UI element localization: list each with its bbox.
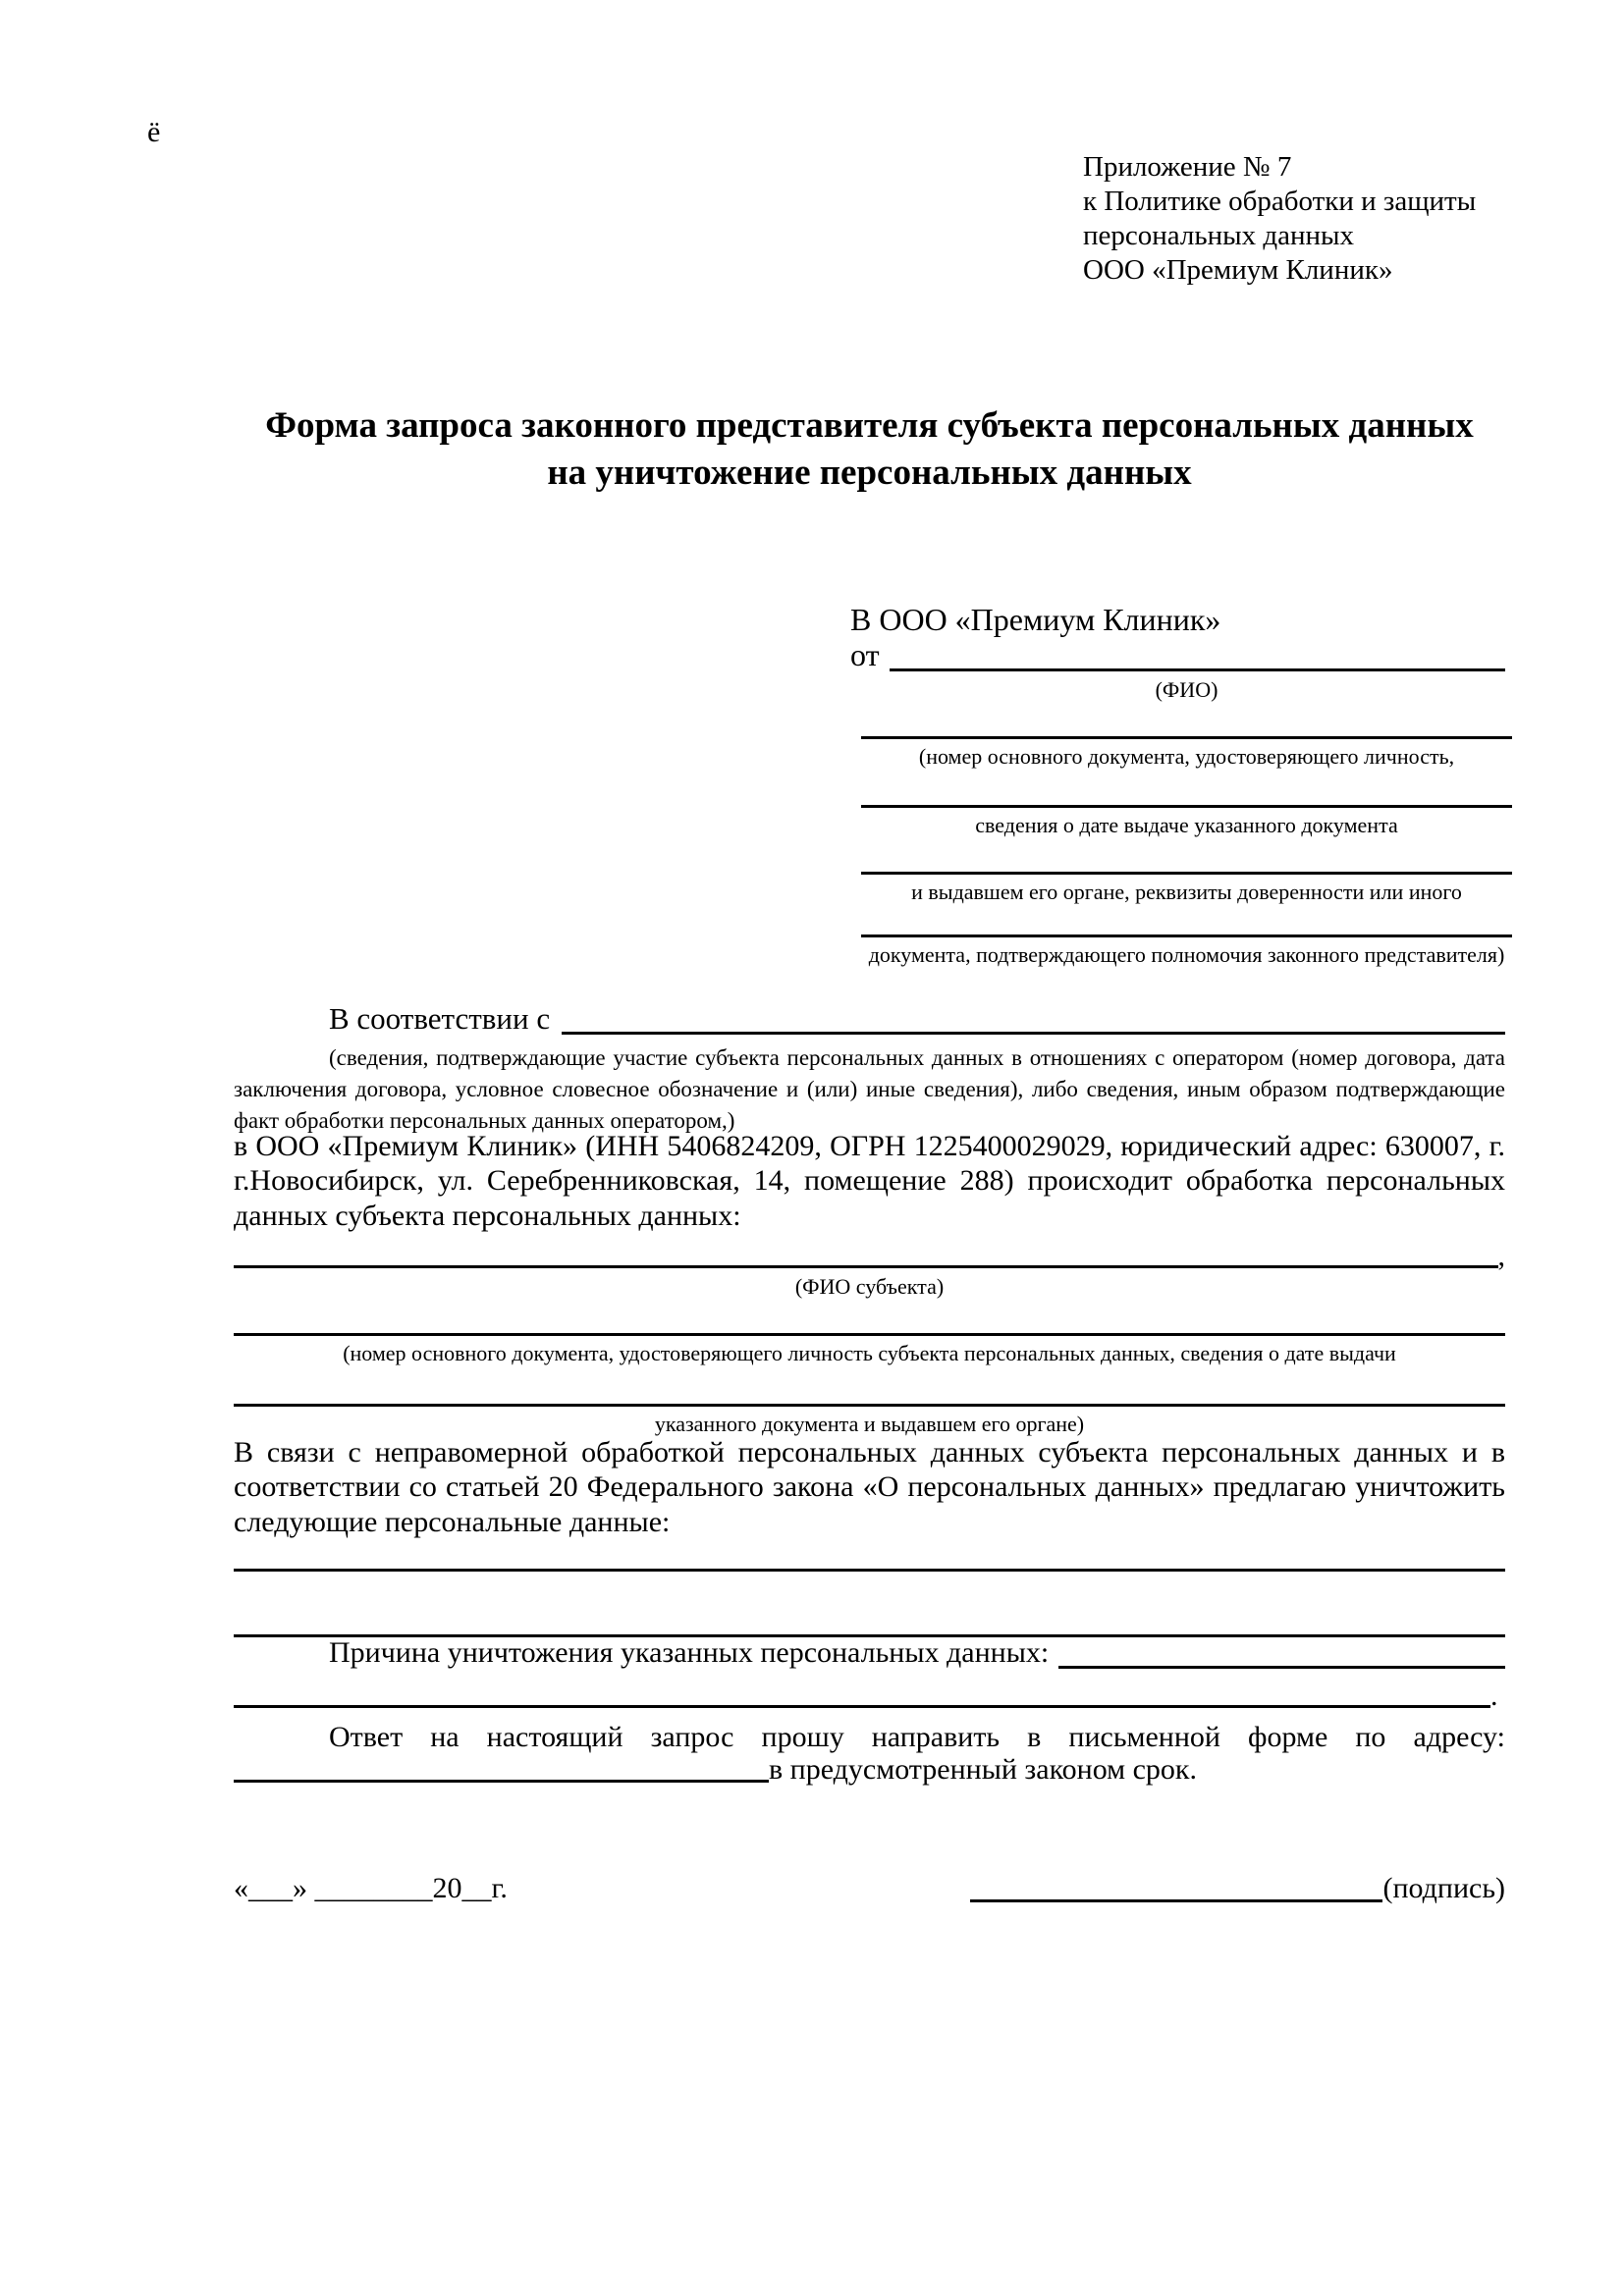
subject-fio-row: [234, 1237, 1505, 1272]
unlawful-paragraph: В связи с неправомерной обработкой персональных данных субъекта персональных данных и в соответствии со статьей 20 Федерального закона «О персональных данных» предлагаю уничтожить следующие персональные данные:: [234, 1436, 1505, 1538]
answer-paragraph: Ответ на настоящий запрос прошу направить в письменной форме по адресу:: [329, 1721, 1505, 1753]
appendix-header: [1083, 150, 1515, 288]
data-to-destroy-fill-line-1[interactable]: [234, 1569, 1505, 1572]
operator-paragraph: в ООО «Премиум Клиник» (ИНН 5406824209, ОГРН 1225400029029, юридический адрес: 630007, г. г.Новосибирск, ул. Серебренниковская, 14, помещение 288) происходит обработка персональных данных субъекта персональных данных:: [234, 1130, 1505, 1232]
addressee-to: В ООО «Премиум Клиник»: [850, 602, 1221, 637]
appendix-policy-line2: персональных данных: [1083, 220, 1355, 251]
accordance-label: В соответствии с: [329, 1001, 551, 1036]
trailing-period: .: [1490, 1680, 1498, 1712]
authority-document-fill-line[interactable]: [861, 934, 1512, 937]
stray-character: ё: [147, 116, 161, 148]
answer-address-row: [234, 1753, 1505, 1786]
reason-fill-line-2[interactable]: [234, 1677, 1490, 1708]
from-label: от: [850, 637, 880, 672]
subject-authority-fill-line[interactable]: [234, 1404, 1505, 1407]
footer-row: [234, 1871, 1505, 1902]
title-line-2: на уничтожение персональных данных: [547, 453, 1192, 493]
answer-tail: в предусмотренный законом срок.: [769, 1753, 1197, 1786]
issue-date-fill-line[interactable]: [861, 805, 1512, 808]
document-title: [234, 402, 1505, 497]
subject-authority-caption: указанного документа и выдавшем его органе): [654, 1412, 1085, 1436]
issuing-authority-caption: и выдавшем его органе, реквизиты доверенности или иного: [911, 880, 1462, 904]
appendix-policy-line: к Политике обработки и защиты: [1083, 186, 1477, 217]
subject-fio-caption: (ФИО субъекта): [794, 1274, 945, 1299]
authority-document-caption: документа, подтверждающего полномочия законного представителя): [868, 942, 1505, 967]
reason-label: Причина уничтожения указанных персональных данных:: [329, 1636, 1050, 1669]
document-number-caption: (номер основного документа, удостоверяющего личность,: [918, 744, 1455, 769]
subject-document-caption: (номер основного документа, удостоверяющего личность субъекта персональных данных, сведения о дате выдачи: [343, 1341, 1396, 1365]
title-line-1: Форма запроса законного представителя субъекта персональных данных: [265, 405, 1474, 446]
appendix-number: Приложение № 7: [1083, 151, 1292, 183]
footer-spacer: [508, 1871, 971, 1902]
reason-continuation-row: [234, 1677, 1505, 1712]
issue-date-caption: сведения о дате выдаче указанного документа: [975, 813, 1398, 837]
accordance-caption: (сведения, подтверждающие участие субъекта персональных данных в отношениях с оператором (номер договора, дата заключения договора, условное словесное обозначение и (или) иные сведения), либо сведения, иным образом подтверждающие факт обработки персональных данных оператором,): [234, 1045, 1505, 1133]
document-number-fill-line[interactable]: [861, 736, 1512, 739]
appendix-company: ООО «Премиум Клиник»: [1083, 254, 1393, 286]
issuing-authority-fill-line[interactable]: [861, 872, 1512, 875]
reason-row: [234, 1637, 1505, 1669]
signature-caption: (подпись): [1382, 1872, 1505, 1904]
signature-fill-line[interactable]: [970, 1871, 1382, 1902]
fio-fill-line[interactable]: [890, 638, 1505, 671]
answer-address-fill-line[interactable]: [234, 1753, 769, 1783]
accordance-row: [234, 1003, 1505, 1035]
subject-fio-fill-line[interactable]: [234, 1237, 1498, 1268]
from-row: [850, 638, 1505, 671]
fio-caption: (ФИО): [1155, 677, 1218, 702]
trailing-comma: ,: [1497, 1240, 1505, 1272]
accordance-fill-line[interactable]: [562, 1003, 1505, 1035]
reason-fill-line[interactable]: [1058, 1637, 1505, 1669]
subject-document-fill-line[interactable]: [234, 1333, 1505, 1336]
date-blank-line: «___» ________20__г.: [234, 1872, 508, 1904]
